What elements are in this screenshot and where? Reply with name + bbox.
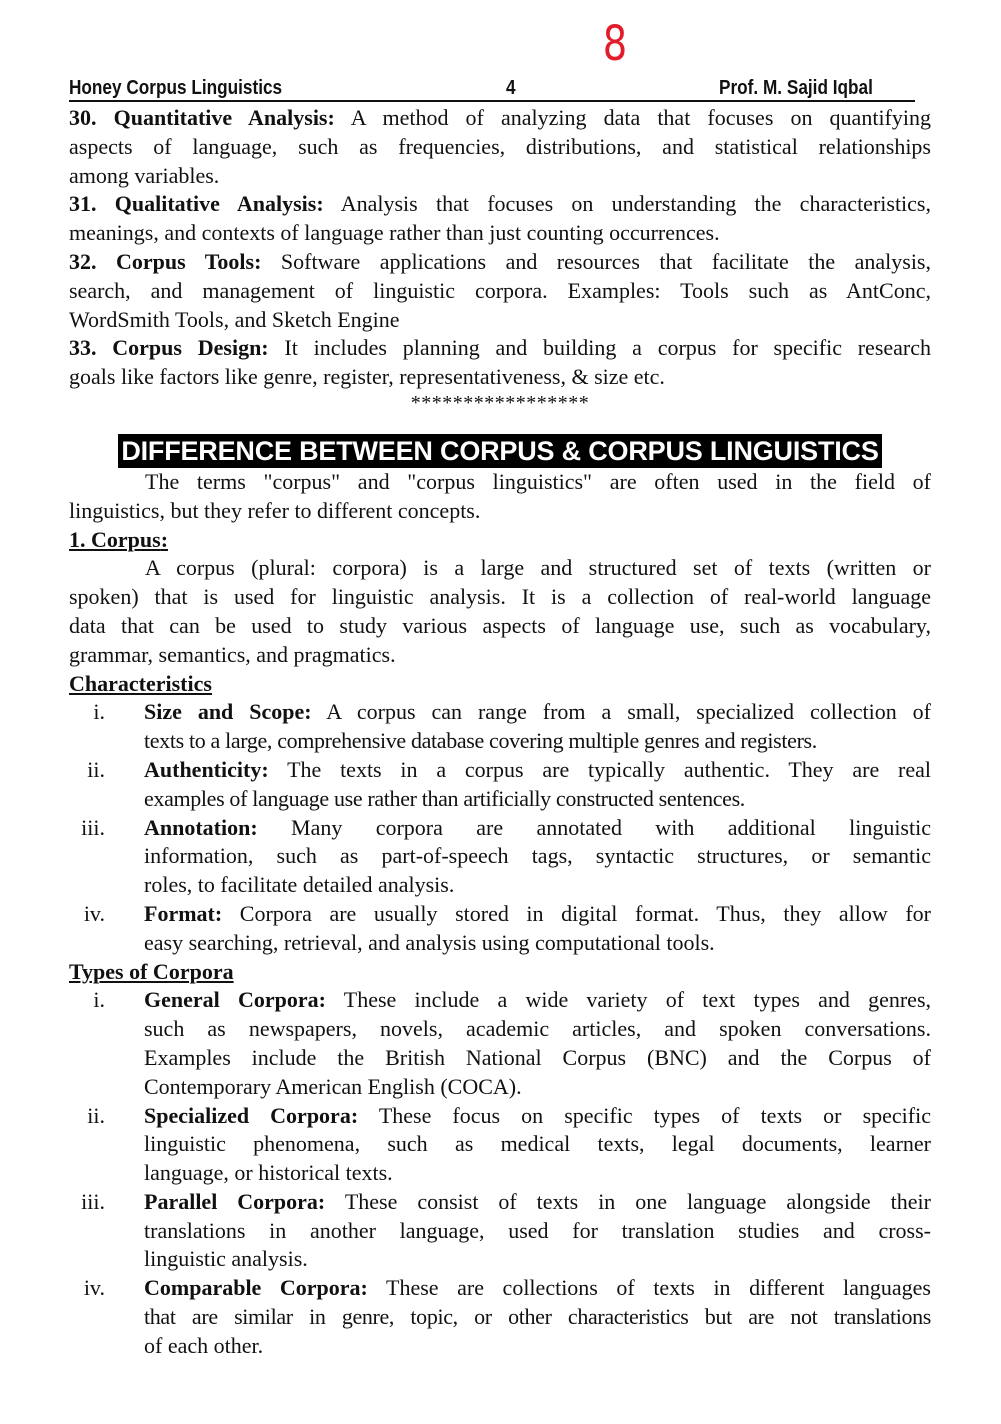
list-numeral: ii. (87, 1102, 105, 1128)
page-stamp-number: 8 (602, 16, 628, 72)
glossary-entry-31: 31. Qualitative Analysis: Analysis that focuses on understanding the characteristics, meanings, and contexts of language rather than just counting occurrences. (69, 190, 931, 248)
intro-paragraph: The terms "corpus" and "corpus linguistics" are often used in the field of linguistics, but they refer to different concepts. (69, 468, 931, 523)
header-page-number: 4 (506, 77, 516, 99)
list-item: iv. Format: Corpora are usually stored in digital format. Thus, they allow for easy searching, retrieval, and analysis using computational tools. (69, 900, 931, 958)
glossary-term: 32. Corpus Tools: (69, 248, 262, 274)
list-numeral: iv. (83, 900, 105, 926)
glossary-term: 30. Quantitative Analysis: (69, 105, 335, 130)
list-numeral: iii. (81, 814, 105, 840)
list-numeral: iv. (83, 1275, 105, 1301)
header-title: Honey Corpus Linguistics (69, 77, 283, 99)
text-line: among variables. (69, 162, 220, 188)
list-numeral: ii. (87, 756, 105, 782)
types-list (69, 986, 931, 1360)
list-item: iii. Annotation: Many corpora are annotated with additional linguistic information, such as part-of-speech tags, syntactic structures, or semantic roles, to facilitate detailed analysis. (69, 814, 931, 900)
list-item: iii. Parallel Corpora: These consist of texts in one language alongside their translations in another language, used for translation studies and cross- linguistic analysis. (69, 1188, 931, 1274)
glossary-term: 33. Corpus Design: (69, 335, 269, 361)
list-numeral: iii. (81, 1188, 105, 1214)
section-banner-heading: DIFFERENCE BETWEEN CORPUS & CORPUS LINGUISTICS (118, 434, 881, 468)
separator-stars: ***************** (410, 391, 590, 414)
list-numeral: i. (93, 699, 105, 725)
corpus-paragraph: A corpus (plural: corpora) is a large and structured set of texts (written or spoken) that is used for linguistic analysis. It is a collection of real-world language data that can be used to study various aspects of language use, such as vocabulary, grammar, semantics, and pragmatics. (69, 555, 931, 667)
glossary-term: 31. Qualitative Analysis: (69, 191, 324, 217)
types-heading: Types of Corpora (69, 958, 234, 984)
text-line: aspects of language, such as frequencies, distributions, and statistical relationships (69, 133, 931, 159)
glossary-entry-32: 32. Corpus Tools: Software applications and resources that facilitate the analysis, search, and management of linguistic corpora. Examples: Tools such as AntConc, WordSmith Tools, and Sketch Engine (69, 248, 931, 334)
characteristics-heading: Characteristics (69, 670, 212, 696)
list-item: i. General Corpora: These include a wide variety of text types and genres, such as newspapers, novels, academic articles, and spoken conversations. Examples include the British National Corpus (BNC) and the Corpus of Contemporary American English (COCA). (69, 986, 931, 1101)
text-line: WordSmith Tools, and Sketch Engine (69, 306, 400, 332)
glossary-entry-33: 33. Corpus Design: It includes planning and building a corpus for specific research goals like factors like genre, register, representativeness, & size etc. (69, 334, 931, 392)
text-line: meanings, and contexts of language rather than just counting occurrences. (69, 220, 720, 246)
running-header (69, 76, 915, 102)
list-item: ii. Authenticity: The texts in a corpus are typically authentic. They are real examples of language use rather than artificially constructed sentences. (69, 756, 931, 814)
list-item: ii. Specialized Corpora: These focus on specific types of texts or specific linguistic phenomena, such as medical texts, legal documents, learner language, or historical texts. (69, 1102, 931, 1188)
header-author: Prof. M. Sajid Iqbal (719, 77, 873, 99)
list-item: i. Size and Scope: A corpus can range from a small, specialized collection of texts to a large, comprehensive database covering multiple genres and registers. (69, 698, 931, 756)
text-line: search, and management of linguistic corpora. Examples: Tools such as AntConc, (69, 277, 931, 303)
glossary-entry-30: 30. Quantitative Analysis: A method of analyzing data that focuses on quantifying aspects of language, such as frequencies, distributions, and statistical relationships among variables. (69, 104, 931, 190)
list-numeral: i. (93, 987, 105, 1013)
page-body (69, 104, 931, 1361)
corpus-heading: 1. Corpus: (69, 526, 169, 552)
text-line: goals like factors like genre, register, representativeness, & size etc. (69, 364, 665, 390)
characteristics-list (69, 698, 931, 957)
list-item: iv. Comparable Corpora: These are collections of texts in different languages that are similar in genre, topic, or other characteristics but are not translations of each other. (69, 1274, 931, 1360)
